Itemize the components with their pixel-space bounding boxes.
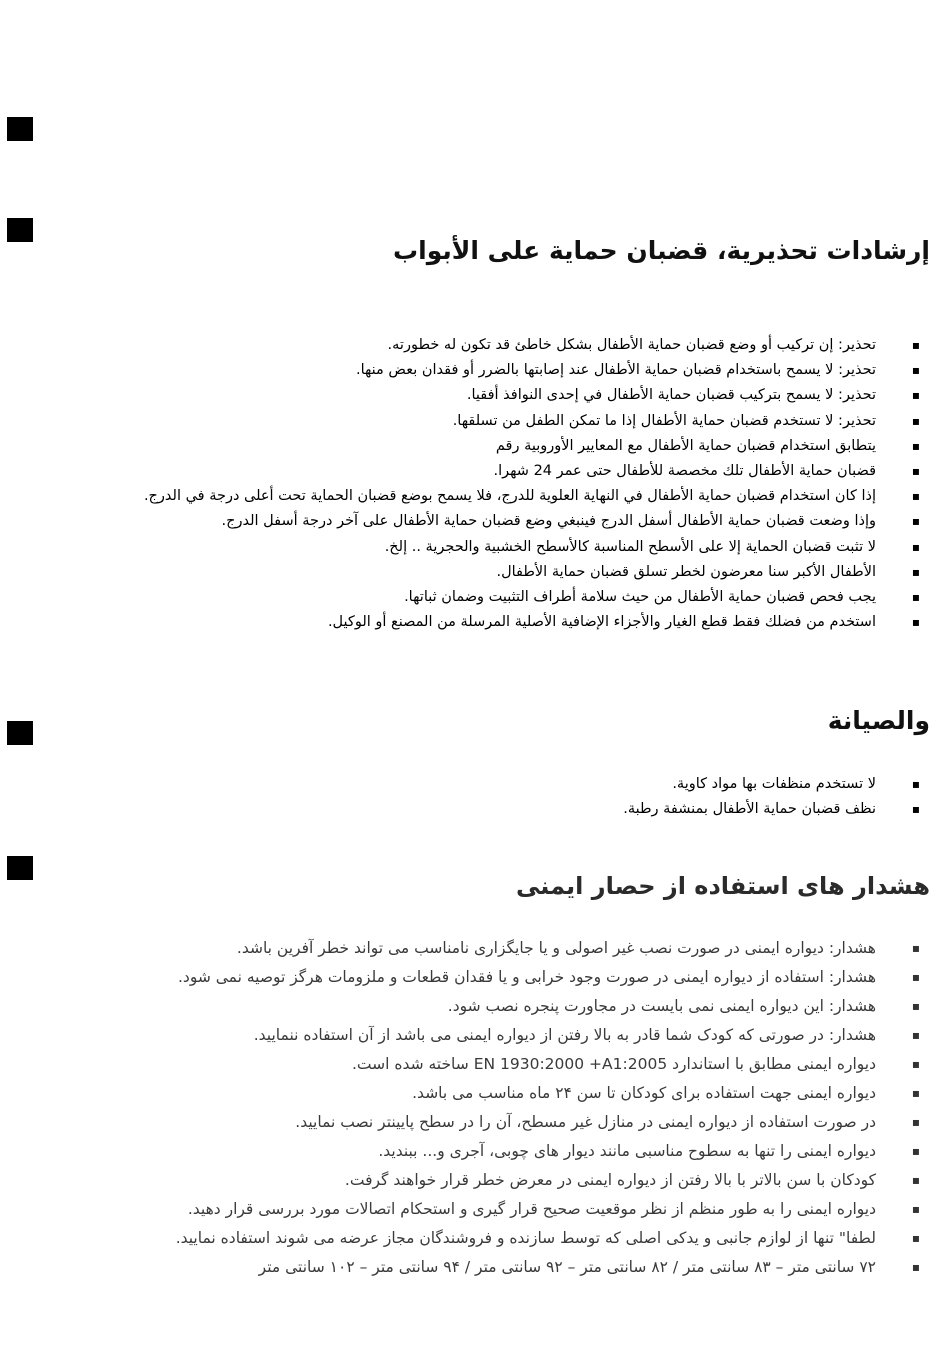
list-item: ▪ نظف قضبان حماية الأطفال بمنشفة رطبة. xyxy=(623,797,920,822)
list-item: ▪ کودکان با سن بالاتر با بالا رفتن از دیواره ایمنی در معرض خطر قرار خواهند گرفت. xyxy=(176,1166,920,1195)
section-marker-3 xyxy=(7,721,33,745)
list-item: ▪ هشدار: دیواره ایمنی در صورت نصب غیر اصولی و یا جایگزاری نامناسب می تواند خطر آفرین باشد. xyxy=(176,934,920,963)
list-item: ▪ دیواره ایمنی جهت استفاده برای کودکان تا سن ۲۴ ماه مناسب می باشد. xyxy=(176,1079,920,1108)
list-item: ▪ هشدار: در صورتی که کودک شما قادر به بالا رفتن از دیواره ایمنی می باشد از آن استفاده ننمایید. xyxy=(176,1021,920,1050)
list-item: ▪ دیواره ایمنی را به طور منظم از نظر موقعیت صحیح قرار گیری و استحکام اتصالات مورد بررسی قرار دهید. xyxy=(176,1195,920,1224)
section-marker-4 xyxy=(7,856,33,880)
persian-warnings-list xyxy=(176,934,920,1282)
section-marker-1 xyxy=(7,117,33,141)
list-item: ▪ هشدار: این دیواره ایمنی نمی بایست در مجاورت پنجره نصب شود. xyxy=(176,992,920,1021)
list-item: ▪ استخدم من فضلك فقط قطع الغيار والأجزاء الإضافية الأصلية المرسلة من المصنع أو الوكيل. xyxy=(144,610,920,635)
list-item: ▪ لطفا" تنها از لوازم جانبی و یدکی اصلی که توسط سازنده و فروشندگان مجاز عرضه می شوند استفاده نمایید. xyxy=(176,1224,920,1253)
persian-warnings-title: هشدار های استفاده از حصار ایمنی xyxy=(515,872,930,900)
list-item: ▪ إذا كان استخدام قضبان حماية الأطفال في النهاية العلوية للدرج، فلا يسمح بوضع قضبان الحماية تحت أعلى درجة في الدرج. xyxy=(144,484,920,509)
list-item: ▪ الأطفال الأكبر سنا معرضون لخطر تسلق قضبان حماية الأطفال. xyxy=(144,560,920,585)
section-marker-2 xyxy=(7,218,33,242)
list-item: ▪ يتطابق استخدام قضبان حماية الأطفال مع المعايير الأوروبية رقم xyxy=(144,434,920,459)
list-item: ▪ در صورت استفاده از دیواره ایمنی در منازل غیر مسطح، آن را در سطح پایینتر نصب نمایید. xyxy=(176,1108,920,1137)
arabic-warnings-title: إرشادات تحذيرية، قضبان حماية على الأبواب xyxy=(393,236,930,265)
list-item: ▪ تحذير: لا يسمح بتركيب قضبان حماية الأطفال في إحدى النوافذ أفقيا. xyxy=(144,383,920,408)
list-item: ▪ دیواره ایمنی مطابق با استاندارد EN 1930:2000 +A1:2005 ساخته شده است. xyxy=(176,1050,920,1079)
list-item: ▪ وإذا وضعت قضبان حماية الأطفال أسفل الدرج فينبغي وضع قضبان حماية الأطفال على آخر درجة أسفل الدرج. xyxy=(144,509,920,534)
list-item: ▪ هشدار: استفاده از دیواره ایمنی در صورت وجود خرابی و یا فقدان قطعات و ملزومات هرگز توصیه نمی شود. xyxy=(176,963,920,992)
list-item: ▪ تحذير: لا تستخدم قضبان حماية الأطفال إذا ما تمكن الطفل من تسلقها. xyxy=(144,409,920,434)
list-item: ▪ يجب فحص قضبان حماية الأطفال من حيث سلامة أطراف التثبيت وضمان ثباتها. xyxy=(144,585,920,610)
arabic-warnings-list xyxy=(144,333,920,635)
list-item: ▪ تحذير: لا يسمح باستخدام قضبان حماية الأطفال عند إصابتها بالضرر أو فقدان بعض منها. xyxy=(144,358,920,383)
list-item: ▪ تحذير: إن تركيب أو وضع قضبان حماية الأطفال بشكل خاطئ قد تكون له خطورته. xyxy=(144,333,920,358)
list-item: ▪ لا تثبت قضبان الحماية إلا على الأسطح المناسبة كالأسطح الخشبية والحجرية .. إلخ. xyxy=(144,535,920,560)
arabic-maintenance-list xyxy=(623,772,920,822)
list-item: ▪ دیواره ایمنی را تنها به سطوح مناسبی مانند دیوار های چوبی، آجری و... ببندید. xyxy=(176,1137,920,1166)
list-item: ▪ ۷۲ سانتی متر – ۸۳ سانتی متر / ۸۲ سانتی متر – ۹۲ سانتی متر / ۹۴ سانتی متر – ۱۰۲ سانتی متر xyxy=(176,1253,920,1282)
arabic-maintenance-title: والصيانة xyxy=(827,706,930,735)
list-item: ▪ قضبان حماية الأطفال تلك مخصصة للأطفال حتى عمر 24 شهرا. xyxy=(144,459,920,484)
list-item: ▪ لا تستخدم منظفات بها مواد كاوية. xyxy=(623,772,920,797)
